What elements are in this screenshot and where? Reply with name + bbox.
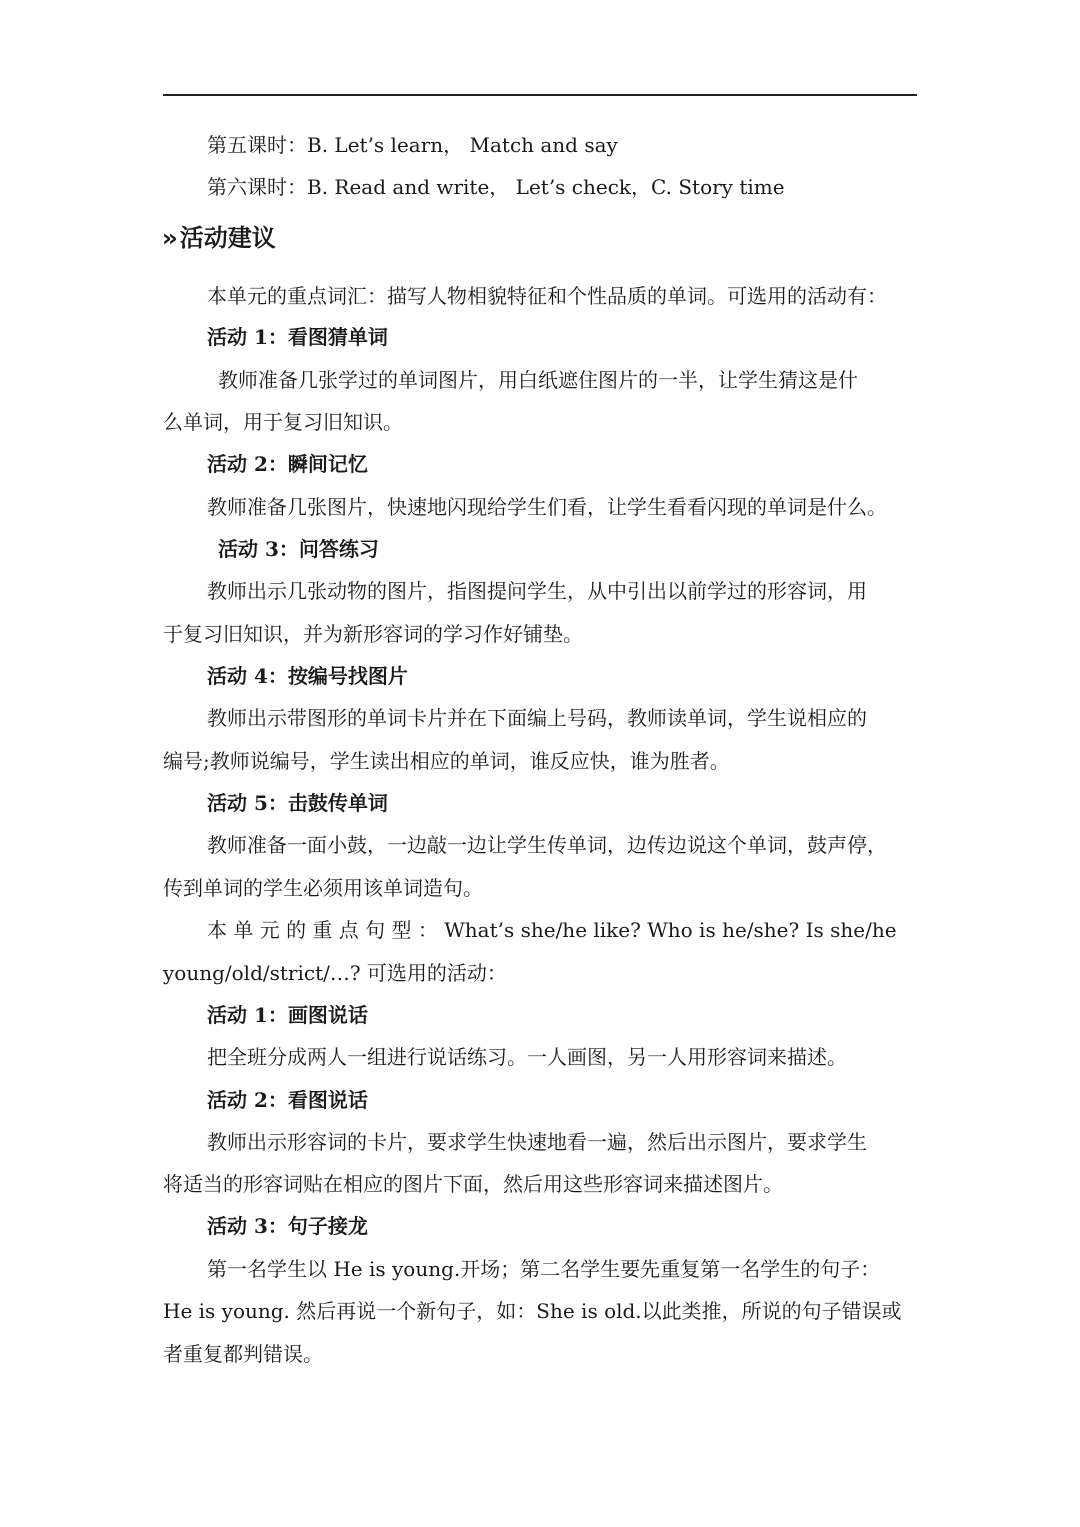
- paragraph-line: 传到单词的学生必须用该单词造句。: [163, 876, 483, 900]
- activity-title: 活动 3：问答练习: [218, 537, 379, 561]
- paragraph-line: 第一名学生以 He is young.开场；第二名学生要先重复第一名学生的句子：: [207, 1257, 881, 1281]
- paragraph-line: 者重复都判错误。: [163, 1342, 323, 1366]
- paragraph-line: 把全班分成两人一组进行说话练习。一人画图，另一人用形容词来描述。: [207, 1045, 847, 1069]
- sentence-intro-cont: young/old/strict/…? 可选用的活动：: [163, 961, 507, 985]
- header-rule: [163, 94, 917, 96]
- paragraph-line: He is young. 然后再说一个新句子，如：She is old.以此类推，所说的句子错误或: [163, 1299, 902, 1323]
- lesson-6-line: 第六课时：B. Read and write， Let’s check，C. Story time: [207, 175, 785, 199]
- paragraph-line: 将适当的形容词贴在相应的图片下面，然后用这些形容词来描述图片。: [163, 1172, 783, 1196]
- activity-title: 活动 1：画图说话: [207, 1003, 368, 1027]
- paragraph-line: 教师准备几张学过的单词图片，用白纸遮住图片的一半，让学生猜这是什: [218, 368, 858, 392]
- double-chevron-icon: ››: [162, 224, 174, 252]
- activity-title: 活动 2：瞬间记忆: [207, 452, 368, 476]
- activity-title: 活动 4：按编号找图片: [207, 664, 408, 688]
- paragraph-line: 么单词，用于复习旧知识。: [163, 410, 403, 434]
- paragraph-line: 教师出示形容词的卡片，要求学生快速地看一遍，然后出示图片，要求学生: [207, 1130, 867, 1154]
- activity-title: 活动 2：看图说话: [207, 1088, 368, 1112]
- vocab-intro: 本单元的重点词汇：描写人物相貌特征和个性品质的单词。可选用的活动有：: [207, 284, 887, 308]
- section-title: 活动建议: [179, 224, 276, 252]
- paragraph-line: 教师出示几张动物的图片，指图提问学生，从中引出以前学过的形容词，用: [207, 579, 867, 603]
- paragraph-line: 教师准备几张图片，快速地闪现给学生们看，让学生看看闪现的单词是什么。: [207, 495, 887, 519]
- lesson-5-line: 第五课时：B. Let’s learn， Match and say: [207, 133, 618, 157]
- section-heading: [162, 222, 276, 254]
- activity-title: 活动 1：看图猜单词: [207, 325, 388, 349]
- paragraph-line: 教师出示带图形的单词卡片并在下面编上号码，教师读单词，学生说相应的: [207, 706, 867, 730]
- sentence-intro: 本 单 元 的 重 点 句 型 ： What’s she/he like? Who is he/she? Is she/he: [207, 918, 897, 942]
- paragraph-line: 编号;教师说编号，学生读出相应的单词，谁反应快，谁为胜者。: [163, 749, 730, 773]
- paragraph-line: 于复习旧知识，并为新形容词的学习作好铺垫。: [163, 622, 583, 646]
- activity-title: 活动 5：击鼓传单词: [207, 791, 388, 815]
- paragraph-line: 教师准备一面小鼓，一边敲一边让学生传单词，边传边说这个单词，鼓声停，: [207, 833, 887, 857]
- activity-title: 活动 3：句子接龙: [207, 1214, 368, 1238]
